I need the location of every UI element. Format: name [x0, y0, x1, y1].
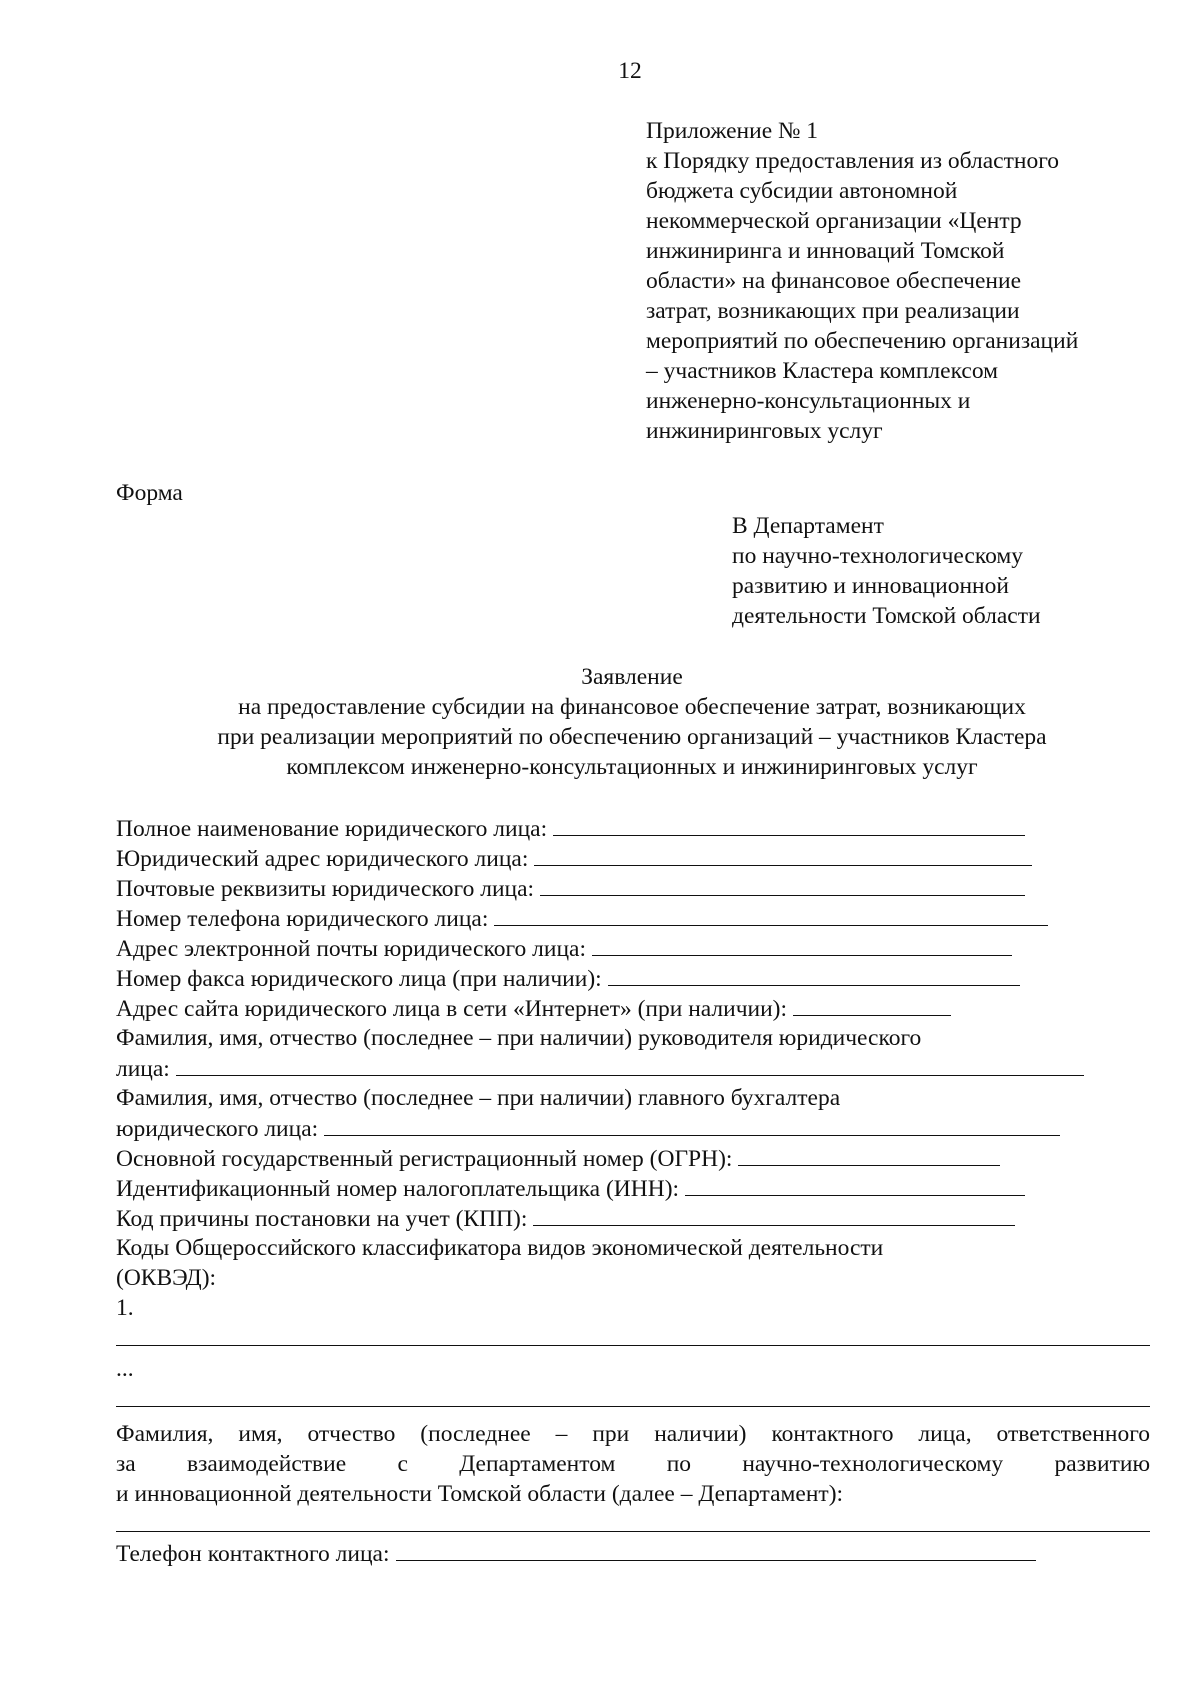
okved-ellipsis: ...	[116, 1356, 134, 1382]
appendix-header	[646, 116, 1166, 446]
inn-blank[interactable]	[685, 1173, 1025, 1196]
appendix-line: инжиниринговых услуг	[646, 418, 883, 444]
phone-blank[interactable]	[494, 903, 1048, 926]
field-fax	[116, 963, 1150, 993]
head-blank[interactable]	[176, 1053, 1084, 1076]
title-line: на предоставление субсидии на финансовое обеспечение затрат, возникающих	[238, 694, 1026, 720]
appendix-line: области» на финансовое обеспечение	[646, 268, 1022, 294]
appendix-line: некоммерческой организации «Центр	[646, 208, 1022, 234]
appendix-line: инжиниринга и инноваций Томской	[646, 238, 1005, 264]
accountant-blank[interactable]	[324, 1113, 1060, 1136]
email-blank[interactable]	[592, 933, 1012, 956]
field-okved-label-cont: (ОКВЭД):	[116, 1265, 217, 1291]
appendix-line: к Порядку предоставления из областного	[646, 148, 1060, 174]
legal-address-blank[interactable]	[534, 843, 1032, 866]
addressee-line: В Департамент	[732, 513, 884, 539]
field-website	[116, 993, 1150, 1023]
field-legal-address	[116, 843, 1150, 873]
addressee-line: по научно-технологическому	[732, 543, 1023, 569]
addressee-block	[732, 511, 1152, 631]
field-label: Идентификационный номер налогоплательщика (ИНН):	[116, 1176, 680, 1202]
addressee-line: развитию и инновационной	[732, 573, 1009, 599]
field-label: Основной государственный регистрационный номер (ОГРН):	[116, 1146, 733, 1172]
field-inn	[116, 1173, 1150, 1203]
field-label: Адрес электронной почты юридического лица:	[116, 936, 586, 962]
appendix-line: Приложение № 1	[646, 118, 819, 144]
field-label: Номер телефона юридического лица:	[116, 906, 489, 932]
appendix-line: инженерно-консультационных и	[646, 388, 971, 414]
field-email	[116, 933, 1150, 963]
fax-blank[interactable]	[608, 963, 1020, 986]
field-phone	[116, 903, 1150, 933]
postal-blank[interactable]	[540, 873, 1025, 896]
contact-person-label-end: и инновационной деятельности Томской области (далее – Департамент):	[116, 1481, 844, 1507]
field-kpp	[116, 1203, 1150, 1233]
field-label: Номер факса юридического лица (при наличии):	[116, 966, 602, 992]
field-label: Телефон контактного лица:	[116, 1541, 390, 1567]
appendix-line: – участников Кластера комплексом	[646, 358, 999, 384]
ogrn-blank[interactable]	[738, 1143, 1000, 1166]
addressee-line: деятельности Томской области	[732, 603, 1041, 629]
field-contact-phone	[116, 1538, 1150, 1568]
okved-item-number: 1.	[116, 1295, 134, 1321]
field-label: Адрес сайта юридического лица в сети «Интернет» (при наличии):	[116, 996, 788, 1022]
field-label: Почтовые реквизиты юридического лица:	[116, 876, 535, 902]
application-form-fields	[116, 813, 1150, 1568]
field-head	[116, 1053, 1150, 1083]
kpp-blank[interactable]	[533, 1203, 1015, 1226]
website-blank[interactable]	[793, 993, 951, 1016]
contact-person-label: Фамилия, имя, отчество (последнее – при наличии) контактного лица, ответственного	[116, 1421, 1150, 1447]
appendix-line: бюджета субсидии автономной	[646, 178, 958, 204]
title-heading: Заявление	[581, 664, 683, 690]
field-postal	[116, 873, 1150, 903]
field-okved-label: Коды Общероссийского классификатора видов экономической деятельности	[116, 1235, 884, 1261]
field-head-label: Фамилия, имя, отчество (последнее – при наличии) руководителя юридического	[116, 1025, 922, 1051]
field-label: Юридический адрес юридического лица:	[116, 846, 529, 872]
appendix-line: мероприятий по обеспечению организаций	[646, 328, 1079, 354]
contact-phone-blank[interactable]	[396, 1538, 1036, 1561]
title-line: при реализации мероприятий по обеспечению организаций – участников Кластера	[217, 724, 1047, 750]
field-label: Код причины постановки на учет (КПП):	[116, 1206, 528, 1232]
page-number: 12	[618, 58, 642, 84]
field-accountant	[116, 1113, 1150, 1143]
contact-person-label-cont: за взаимодействие с Департаментом по научно-технологическому развитию	[116, 1451, 1150, 1477]
title-line: комплексом инженерно-консультационных и инжиниринговых услуг	[286, 754, 978, 780]
field-accountant-label: Фамилия, имя, отчество (последнее – при наличии) главного бухгалтера	[116, 1085, 841, 1111]
field-label: юридического лица:	[116, 1116, 319, 1142]
form-label: Форма	[116, 480, 183, 506]
document-title	[0, 662, 1200, 782]
field-ogrn	[116, 1143, 1150, 1173]
field-label: Полное наименование юридического лица:	[116, 816, 548, 842]
field-label: лица:	[116, 1056, 170, 1082]
appendix-line: затрат, возникающих при реализации	[646, 298, 1020, 324]
field-full-name	[116, 813, 1150, 843]
full-name-blank[interactable]	[553, 813, 1025, 836]
